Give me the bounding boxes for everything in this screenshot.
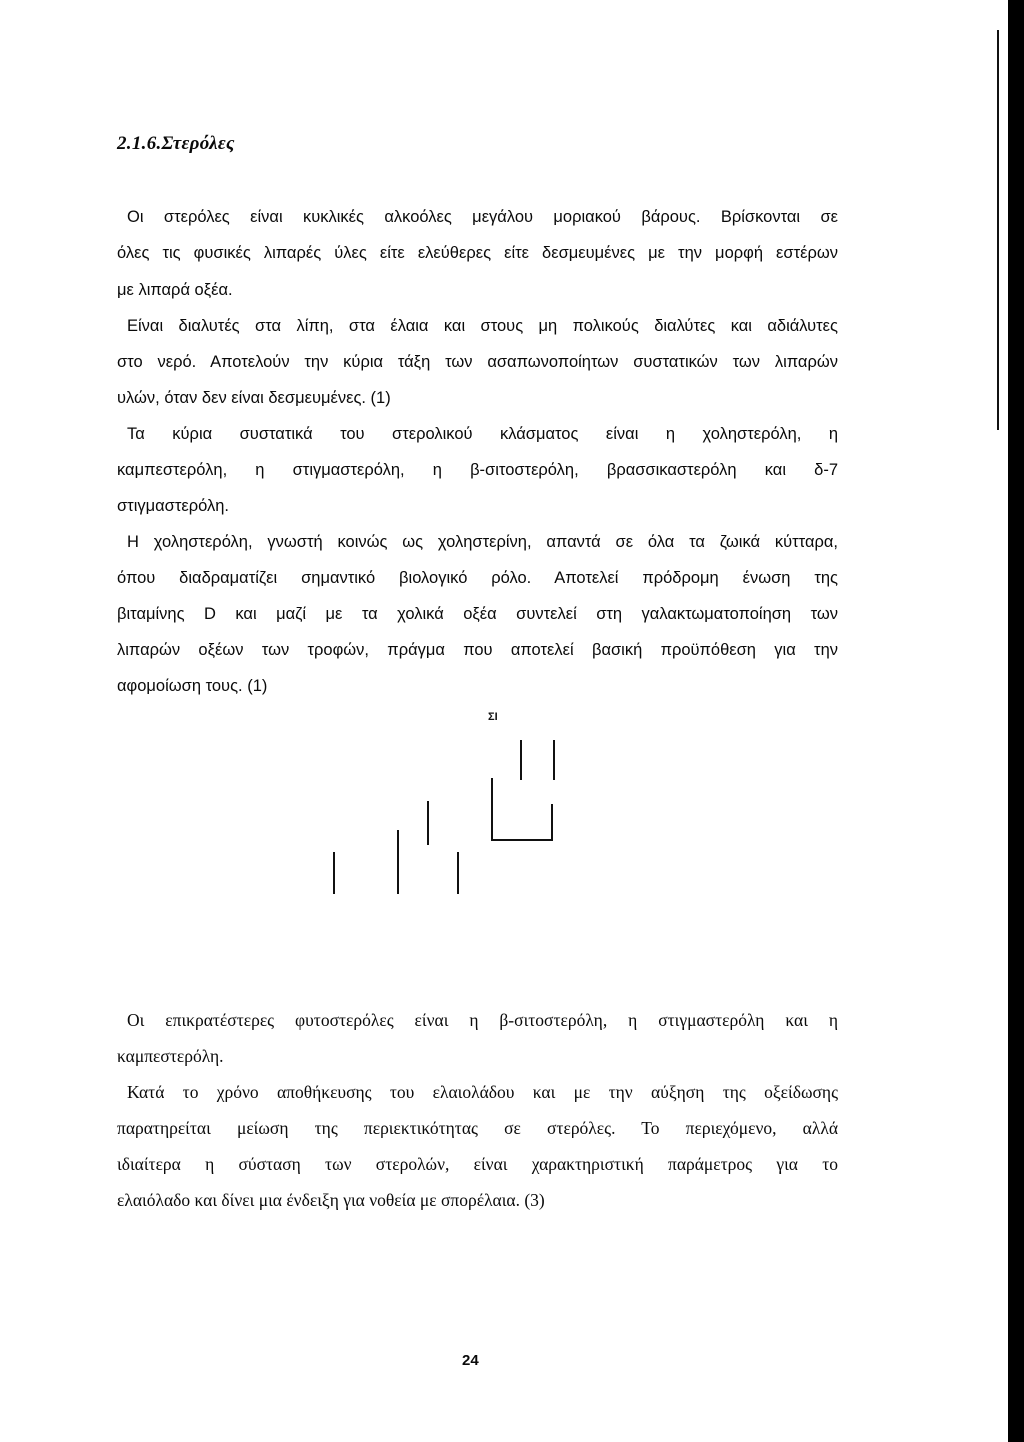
text-line: βιταμίνης D και μαζί με τα χολικά οξέα συντελεί στη γαλακτωματοποίηση των: [117, 605, 838, 623]
scan-border: [1008, 0, 1024, 1442]
text-line: με λιπαρά οξέα.: [117, 281, 233, 299]
text-line: ελαιόλαδο και δίνει μια ένδειξη για νοθεία με σπορέλαια. (3): [117, 1190, 545, 1210]
text-line: ιδιαίτερα η σύσταση των στερολών, είναι χαρακτηριστική παράμετρος για το: [117, 1154, 838, 1174]
sterol-structure-figure: [320, 700, 620, 900]
page-number: 24: [462, 1352, 479, 1369]
scan-line: [997, 30, 999, 430]
text-line: στο νερό. Αποτελούν την κύρια τάξη των ασαπωνοποίητων συστατικών των λιπαρών: [117, 353, 838, 371]
text-line: Η χοληστερόλη, γνωστή κοινώς ως χοληστερίνη, απαντά σε όλα τα ζωικά κύτταρα,: [127, 533, 838, 551]
text-line: Είναι διαλυτές στα λίπη, στα έλαια και στους μη πολικούς διαλύτες και αδιάλυτες: [127, 317, 838, 335]
text-line: αφομοίωση τους. (1): [117, 677, 268, 695]
figure-label: ΣΙ: [488, 711, 498, 723]
text-line: Κατά το χρόνο αποθήκευσης του ελαιολάδου και με την αύξηση της οξείδωσης: [127, 1082, 838, 1102]
text-line: λιπαρών οξέων των τροφών, πράγμα που αποτελεί βασική προϋπόθεση για την: [117, 641, 838, 659]
text-line: υλών, όταν δεν είναι δεσμευμένες. (1): [117, 389, 391, 407]
text-line: καμπεστερόλη, η στιγμαστερόλη, η β-σιτοστερόλη, βρασσικαστερόλη και δ-7: [117, 461, 838, 479]
text-line: καμπεστερόλη.: [117, 1046, 224, 1066]
text-line: όλες τις φυσικές λιπαρές ύλες είτε ελεύθερες είτε δεσμευμένες με την μορφή εστέρων: [117, 244, 838, 262]
text-line: Οι στερόλες είναι κυκλικές αλκοόλες μεγάλου μοριακού βάρους. Βρίσκονται σε: [127, 208, 838, 226]
section-title: 2.1.6.Στερόλες: [117, 133, 235, 154]
structure-stroke: [491, 804, 552, 840]
text-line: Οι επικρατέστερες φυτοστερόλες είναι η β-σιτοστερόλη, η στιγμαστερόλη και η: [127, 1010, 838, 1030]
text-line: παρατηρείται μείωση της περιεκτικότητας σε στερόλες. Το περιεχόμενο, αλλά: [117, 1118, 838, 1138]
text-line: όπου διαδραματίζει σημαντικό βιολογικό ρόλο. Αποτελεί πρόδρομη ένωση της: [117, 569, 838, 587]
text-line: στιγμαστερόλη.: [117, 497, 229, 515]
text-line: Τα κύρια συστατικά του στερολικού κλάσματος είναι η χοληστερόλη, η: [127, 425, 838, 443]
